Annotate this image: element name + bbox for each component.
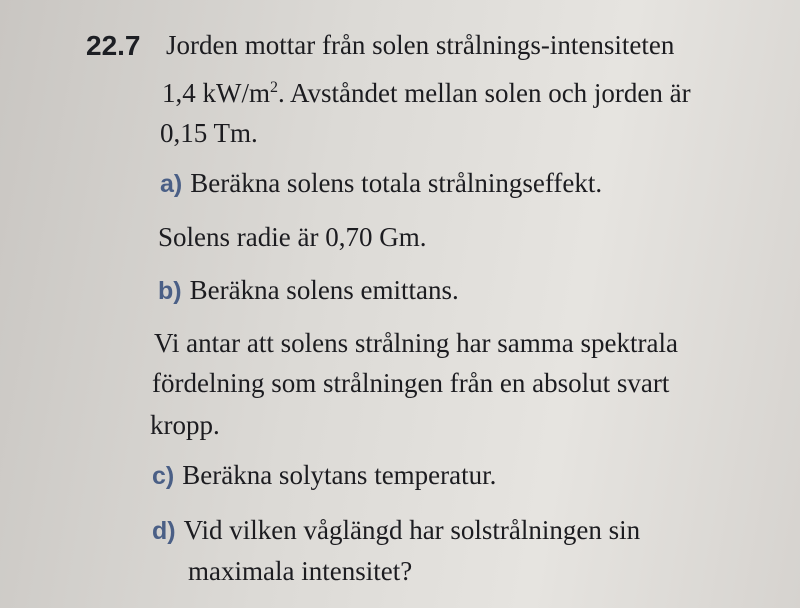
given-radius-text: Solens radie är 0,70 Gm. <box>158 222 427 252</box>
part-d-line-2 <box>188 556 412 587</box>
part-b <box>158 275 459 306</box>
part-c-label: c) <box>152 462 175 490</box>
intro-text-3: 0,15 Tm. <box>160 118 258 148</box>
assumption-line-1 <box>154 328 678 359</box>
intro-text-2-sup: 2 <box>270 79 278 96</box>
given-radius <box>158 222 426 253</box>
part-d-line-1 <box>152 515 640 546</box>
part-c-text: Beräkna solytans temperatur. <box>182 460 497 490</box>
part-b-text: Beräkna solens emittans. <box>189 275 459 305</box>
assumption-line-2 <box>152 368 669 399</box>
part-d-text-1: Vid vilken våglängd har solstrålningen sin <box>183 515 641 545</box>
part-a-text: Beräkna solens totala strålningseffekt. <box>190 168 603 198</box>
assumption-text-1: Vi antar att solens strålning har samma spektrala <box>154 328 678 358</box>
part-c <box>152 460 496 491</box>
assumption-text-2: fördelning som strålningen från en absolut svart <box>152 368 670 398</box>
intro-text-1: Jorden mottar från solen strålnings-intensiteten <box>166 30 675 60</box>
part-b-label: b) <box>158 277 182 305</box>
assumption-text-3: kropp. <box>150 410 220 440</box>
part-d-label: d) <box>152 517 176 545</box>
part-d-text-2: maximala intensitet? <box>188 556 413 586</box>
intro-text-2-post: . Avståndet mellan solen och jorden är <box>278 78 691 108</box>
problem-number: 22.7 <box>86 30 141 61</box>
intro-line-1 <box>166 30 674 61</box>
intro-line-2 <box>162 78 691 109</box>
intro-text-2-pre: 1,4 kW/m <box>162 78 270 108</box>
intro-line-3 <box>160 118 258 149</box>
assumption-line-3 <box>150 410 220 441</box>
part-a <box>160 168 602 199</box>
part-a-label: a) <box>160 170 183 198</box>
